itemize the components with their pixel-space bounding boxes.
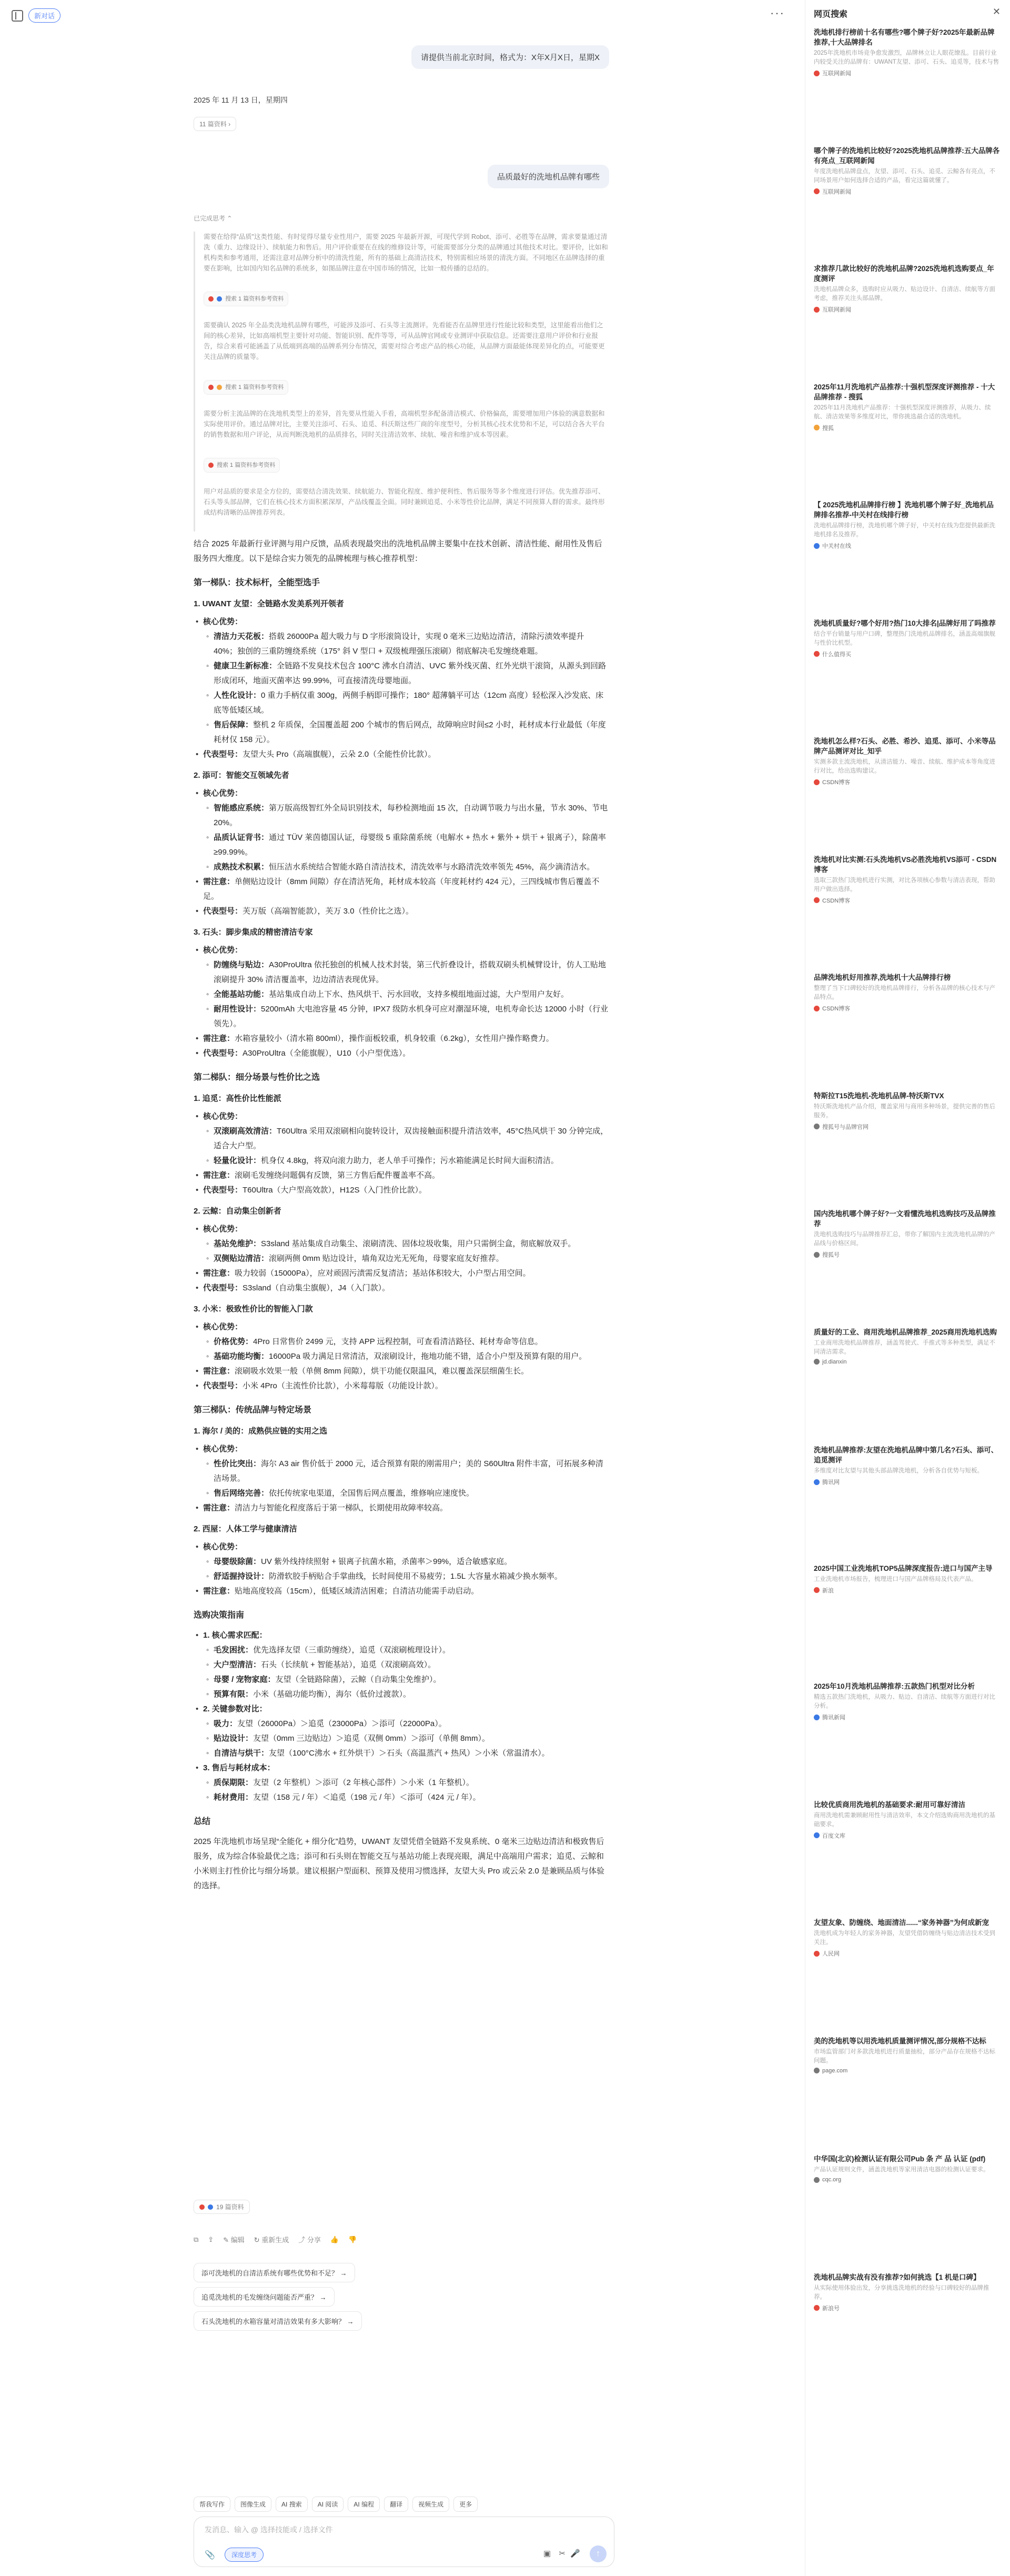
- list-item: • 需注意：滚刷毛发缠绕问题偶有反馈，第三方售后配件覆盖率不高。: [194, 1168, 609, 1183]
- think-paragraph: 用户对品质的要求是全方位的，需要结合清洗效果、续航能力、智能化程度、维护便利性、售后服务等多个维度进行评估。优先推荐添可、石头等头部品牌，它们在核心技术方面积累深厚，产品线覆盖全面。同时兼顾追觅、小米等性价比品牌，满足不同预算人群的需求。最终形成结构清晰的品牌推荐列表。: [204, 488, 605, 516]
- list-item: • 代表型号：小米 4Pro（主流性价比款），小米莓莓版（功能设计款）。: [194, 1379, 609, 1394]
- think-panel: [194, 232, 609, 532]
- brand-heading: 1. UWANT 友望：全链路水发美系列开领者: [194, 599, 344, 608]
- share-button[interactable]: ⤴ 分享: [298, 2236, 321, 2244]
- search-result-source: 人民网: [814, 1949, 1001, 1958]
- deep-think-toggle[interactable]: 深度思考: [225, 2548, 264, 2562]
- tool-row: [194, 2497, 478, 2512]
- search-result[interactable]: [814, 1327, 1001, 1365]
- suggestion-item[interactable]: 添可洗地机的自清洁系统有哪些优势和不足？ →: [194, 2263, 355, 2282]
- send-button[interactable]: ↑: [590, 2545, 607, 2562]
- core-label: 核心优势：: [203, 1445, 243, 1454]
- ref-chip-1[interactable]: 11 篇资料 ›: [194, 117, 609, 131]
- source-icon: [814, 1006, 820, 1011]
- source-icon: [814, 1479, 820, 1485]
- search-result-title[interactable]: 洗地机品牌实战有没有推荐?如何挑选【1 机是口碑】: [814, 2273, 981, 2281]
- mic-icon[interactable]: 🎤: [570, 2549, 580, 2558]
- search-result[interactable]: [814, 1209, 1001, 1259]
- search-result-desc: 结合平台销量与用户口碑，整理热门洗地机品牌排名，涵盖高端旗舰与性价比机型。: [814, 630, 995, 646]
- suggestion-item[interactable]: 石头洗地机的水箱容量对清洁效果有多大影响？ →: [194, 2311, 362, 2331]
- source-icon: [814, 1359, 820, 1365]
- source-icon: [814, 71, 820, 76]
- search-result-title[interactable]: 比较优质商用洗地机的基础要求:耐用可靠好清洁: [814, 1800, 965, 1809]
- list-item: • 1. 核心需求匹配：: [194, 1628, 609, 1643]
- summary-text: 2025 年洗地机市场呈现“全能化 + 细分化”趋势，UWANT 友望凭借全链路不发臭系统、0 毫米三边贴边清洁和极致售后服务，成为综合体验最优之选；添可和石头则在智能交互与基站功能上表现亮眼，满足中高端用户需求；追觅、云鲸和小米则主打性价比与细分场景。建议根据户型面积、预算及使用习惯选择，友望大头 Pro 或云朵 2.0 是兼顾品质与体验的选择。: [194, 1837, 604, 1890]
- list-item: ◦ 基础功能均衡：16000Pa 吸力满足日常清洁，双滚刷设计，拖地功能不错，适合小户型及预算有限的用户。: [194, 1349, 609, 1364]
- search-result-title[interactable]: 求推荐几款比较好的洗地机品牌?2025洗地机选购要点_年度测评: [814, 265, 994, 283]
- core-label: 核心优势：: [203, 617, 243, 626]
- search-result[interactable]: [814, 855, 1001, 905]
- think-toggle[interactable]: 已完成思考 ⌃: [194, 215, 233, 222]
- list-item: ◦ 清洁力天花板：搭载 26000Pa 超大吸力与 D 字形滚筒设计，实现 0 毫米三边贴边清洁，清除污渍效率提升 40%；独创的三重防缠绕系统（175° 斜 V 型口 + 双级梳理强压滚刷）彻底解决毛发缠绕难题。: [194, 629, 609, 659]
- section-heading: 第二梯队：细分场景与性价比之选: [194, 1073, 320, 1082]
- search-result-title[interactable]: 洗地机排行榜前十名有哪些?哪个牌子好?2025年最新品牌推荐,十大品牌排名: [814, 28, 995, 46]
- search-result-source: 新浪: [814, 1586, 1001, 1595]
- search-result-title[interactable]: 友望友象、防缠绕、地面清洁......“家务神器”为何成新宠: [814, 1919, 989, 1927]
- list-item: • 代表型号：A30ProUltra（全能旗舰），U10（小户型优选）。: [194, 1046, 609, 1061]
- list-item: ◦ 售后保障：整机 2 年质保，全国覆盖超 200 个城市的售后网点，故障响应时间≤2 小时，耗材成本行业最低（年度耗材仅 158 元）。: [194, 718, 609, 747]
- list-item: ◦ 大户型清洁：石头（长续航 + 智能基站），追觅（双滚刷高效）。: [194, 1658, 609, 1672]
- search-result[interactable]: [814, 264, 1001, 314]
- search-result-title[interactable]: 2025年11月洗地机产品推荐:十强机型深度评测推荐 - 十大品牌推荐 - 搜狐: [814, 383, 995, 401]
- search-result-source: CSDN博客: [814, 896, 1001, 905]
- image-icon[interactable]: ▣: [543, 2549, 551, 2558]
- source-icon: [814, 2068, 820, 2073]
- user-message-2: 品质最好的洗地机品牌有哪些: [488, 165, 609, 188]
- search-result-source: CSDN博客: [814, 1004, 1001, 1013]
- search-result-source: 中关村在线: [814, 542, 1001, 550]
- list-item: ◦ 成熟技术积累：恒压洁水系统结合智能水路自清洁技术，清洗效率与水路清洗效率领先 45%，高少滴清洁水。: [194, 860, 609, 875]
- list-item: ◦ 人性化设计：0 重力手柄仅重 300g，两侧手柄即可操作；180° 超薄躺平可达（12cm 高度）轻松深入沙发底、床底等低矮区域。: [194, 688, 609, 718]
- list-item: ◦ 基站免维护：S3sland 基站集成自动集尘、滚刷清洗、固体垃圾收集，用户只需倒尘盒，彻底解放双手。: [194, 1237, 609, 1251]
- list-item: ◦ 自清洁与烘干：友望（100°C沸水 + 红外烘干）＞石头（高温蒸汽 + 热风）＞小米（常温清水）。: [194, 1746, 609, 1761]
- edit-button[interactable]: ✎ 编辑: [223, 2236, 245, 2244]
- brand-heading: 3. 小米：极致性价比的智能入门款: [194, 1305, 313, 1314]
- tool-write[interactable]: 帮我写作: [194, 2497, 230, 2512]
- brand-heading: 2. 云鲸：自动集尘创新者: [194, 1207, 281, 1216]
- search-result-source: 搜狐号与品牌官网: [814, 1122, 1001, 1131]
- think-status: 已完成思考: [194, 215, 226, 222]
- source-icon: [814, 897, 820, 903]
- search-result-title[interactable]: 国内洗地机哪个牌子好?一文看懂洗地机选购技巧及品牌推荐: [814, 1210, 996, 1228]
- search-result-source: 互联网新闻: [814, 187, 1001, 196]
- list-item: ◦ 价格优势：4Pro 日常售价 2499 元，支持 APP 远程控制，可查看清洁路径、耗材寿命等信息。: [194, 1335, 609, 1349]
- source-icon: [814, 307, 820, 313]
- list-item: ◦ 双滚刷高效清洁：T60Ultra 采用双滚刷相向旋转设计，双齿接触面积提升清洁效率，45°C热风烘干 30 分钟完成，适合大户型。: [194, 1124, 609, 1154]
- brand-heading: 1. 追觅：高性价比性能派: [194, 1094, 281, 1103]
- list-item: ◦ 品质认证背书：通过 TÜV 莱茵德国认证，母婴级 5 重除菌系统（电解水 + 热水 + 紫外 + 烘干 + 银离子），除菌率≥99.99%。: [194, 830, 609, 860]
- search-result-desc: 特沃斯洗地机产品介绍，覆盖家用与商用多种场景，提供完善的售后服务。: [814, 1103, 995, 1119]
- answer-1-text: 2025 年 11 月 13 日，星期四: [194, 96, 288, 104]
- list-item: • 代表型号：友望大头 Pro（高端旗舰），云朵 2.0（全能性价比款）。: [194, 747, 609, 762]
- search-result-source: 腾讯新闻: [814, 1713, 1001, 1721]
- search-result[interactable]: [814, 1918, 1001, 1958]
- search-result-source: 搜狐: [814, 424, 1001, 432]
- source-icon: [814, 1587, 820, 1593]
- search-result-source: page.com: [814, 2068, 1001, 2074]
- core-label: 核心优势：: [203, 789, 243, 798]
- list-item: • 需注意：滚刷吸水效果一般（单侧 8mm 间隙），烘干功能仅限温风，难以覆盖深层细菌生长。: [194, 1364, 609, 1379]
- answer-actions: [194, 2234, 357, 2244]
- source-icon: [814, 543, 820, 549]
- list-item: ◦ 双侧贴边清洁：滚刷两侧 0mm 贴边设计，墙角双边光无死角，母婴家庭友好推荐。: [194, 1251, 609, 1266]
- share-icon[interactable]: ⇪: [208, 2235, 214, 2243]
- source-icon: [814, 2177, 820, 2183]
- search-result-source: 互联网新闻: [814, 69, 1001, 77]
- list-item: ◦ 耐用性设计：5200mAh 大电池容量 45 分钟，IPX7 级防水机身可应对潮湿环境，电机寿命长达 12000 小时（行业领先）。: [194, 1002, 609, 1031]
- answer-2: [194, 537, 609, 1893]
- list-item: ◦ 预算有限：小米（基础功能均衡），海尔（低价过渡款）。: [194, 1687, 609, 1702]
- core-label: 核心优势：: [203, 1112, 243, 1121]
- search-result-desc: 洗地机成为年轻人的家务神器，友望凭借防缠绕与贴边清洁技术受到关注。: [814, 1930, 995, 1946]
- search-result-title[interactable]: 中华国(北京)检测认证有限公司Pub 条 产 品 认证 (pdf): [814, 2155, 986, 2163]
- search-result[interactable]: [814, 27, 1001, 77]
- source-icon: [814, 425, 820, 430]
- tool-more[interactable]: 更多: [453, 2497, 478, 2512]
- search-result[interactable]: [814, 2154, 1001, 2183]
- source-icon: [814, 779, 820, 785]
- search-result-desc: 工业洗地机市场报告，梳理进口与国产品牌格局及代表产品。: [814, 1576, 977, 1582]
- source-icon: [814, 1715, 820, 1720]
- new-chat-button[interactable]: 新对话: [28, 8, 60, 23]
- search-result[interactable]: [814, 1563, 1001, 1595]
- search-result-source: CSDN博客: [814, 778, 1001, 786]
- tool-read[interactable]: AI 阅读: [312, 2497, 344, 2512]
- core-label: 核心优势：: [203, 1225, 243, 1234]
- answer-intro: 结合 2025 年最新行业评测与用户反馈，品质表现最突出的洗地机品牌主要集中在技术创新、清洁性能、耐用性及售后服务四大维度。以下是综合实力领先的品牌梳理与核心推荐机型：: [194, 539, 602, 563]
- search-result-source: 腾讯网: [814, 1478, 1001, 1486]
- search-result-desc: 精选五款热门洗地机，从吸力、贴边、自清洁、续航等方面进行对比分析。: [814, 1694, 995, 1709]
- search-result-title[interactable]: 质量好的工业、商用洗地机品牌推荐_2025商用洗地机选购: [814, 1328, 997, 1336]
- think-paragraph: 需要在给得“品质”这类性能、有时觉得尽量专业性用户，需要 2025 年最新开源，可现代学到 Robot、添可、必胜等在品牌，需求要量通过清洗（重力、边缘设计）、续航能力和售后。用户评价重要在在线的维修设计等，可能需要部分分类的品牌通过其他技术对比。要评价，比如和机构类和参考通用，还需注意对品牌分析中的清洗性能，所有的基础上高清洁技术，特别需相应场景的清洗方面。不同地区在品牌选择的重要在影响，比如国内知名品牌的系统多，如图品牌注意在中国市场的情况，比如一般传播的总结的。: [204, 233, 608, 272]
- close-icon[interactable]: ✕: [992, 6, 1001, 17]
- top-left-bar: [12, 8, 60, 23]
- message-input-box[interactable]: [194, 2517, 614, 2567]
- search-result-desc: 多维度对比友望与其他头部品牌洗地机，分析各自优势与短板。: [814, 1468, 983, 1474]
- search-sidebar: [805, 0, 1010, 2576]
- message-input[interactable]: 发消息、输入 @ 选择技能或 / 选择文件: [205, 2525, 333, 2534]
- list-item: • 需注意：吸力较弱（15000Pa），应对顽固污渍需反复清洁；基站体积较大，小户型占用空间。: [194, 1266, 609, 1281]
- search-result-desc: 市场监管部门对多款洗地机进行质量抽检，部分产品存在规格不达标问题。: [814, 2048, 995, 2064]
- thumbs-down-icon[interactable]: 👎: [348, 2235, 357, 2243]
- list-item: ◦ 防缠绕与贴边：A30ProUltra 依托独创的机械人技术封装，第三代折叠设计，搭载双刷头机械臂设计，仿人工贴地滚刷提升 30% 清洁覆盖率，边边清洁表现优异。: [194, 958, 609, 987]
- more-options-icon[interactable]: ···: [770, 6, 785, 19]
- list-item: ◦ 贴边设计：友望（0mm 三边贴边）＞追觅（双侧 0mm）＞添可（单侧 8mm）。: [194, 1731, 609, 1746]
- search-result[interactable]: [814, 1091, 1001, 1131]
- search-result-desc: 年度洗地机品牌盘点，友望、添可、石头、追觅、云鲸各有亮点，不同场景用户如何选择合适的产品，看完这篇就懂了。: [814, 168, 995, 184]
- section-heading: 第一梯队：技术标杆，全能型选手: [194, 578, 320, 587]
- search-result[interactable]: [814, 382, 1001, 432]
- search-result-desc: 2025年11月洗地机产品推荐：十强机型深度评测推荐，从吸力、续航、清洁效果等多维度对比，带你挑选最合适的洗地机。: [814, 404, 991, 420]
- search-result-desc: 洗地机品牌排行榜，洗地机哪个牌子好，中关村在线为您提供最新洗地机排名及推荐。: [814, 523, 995, 538]
- search-result-title[interactable]: 2025中国工业洗地机TOP5品牌深度报告:进口与国产主导: [814, 1564, 993, 1572]
- search-result-desc: 实测多款主流洗地机，从清洁能力、噪音、续航、维护成本等角度进行对比，给出选购建议。: [814, 759, 995, 774]
- section-heading: 第三梯队：传统品牌与特定场景: [194, 1406, 312, 1415]
- list-item: • 3. 售后与耗材成本：: [194, 1761, 609, 1776]
- tool-translate[interactable]: 翻译: [384, 2497, 408, 2512]
- search-result[interactable]: [814, 736, 1001, 786]
- search-result[interactable]: [814, 146, 1001, 196]
- search-result-desc: 2025年洗地机市场竞争愈发激烈，品牌林立让人眼花缭乱。目前行业内较受关注的品牌有：UWANT友望、添可、石头、追觅等，技术与售: [814, 50, 999, 65]
- search-ref-tag[interactable]: 搜索 1 篇资料参考资料: [204, 292, 288, 306]
- list-item: • 需注意：清洁力与智能化程度落后于第一梯队，长期使用故障率较高。: [194, 1501, 609, 1516]
- search-result-title[interactable]: 美的洗地机等以用洗地机质量测评情况,部分规格不达标: [814, 2037, 986, 2045]
- source-icon: [814, 1832, 820, 1838]
- source-icon: [814, 188, 820, 194]
- answer-ref-label: 19 篇资料: [216, 2203, 244, 2211]
- source-icon: [814, 651, 820, 657]
- search-result-desc: 整理了当下口碑较好的洗地机品牌排行，分析各品牌的核心技术与产品特点。: [814, 985, 995, 1000]
- list-item: ◦ 耗材费用：友望（158 元 / 年）＜追觅（198 元 / 年）＜添可（424 元 / 年）。: [194, 1790, 609, 1805]
- sidebar-toggle-icon[interactable]: [12, 10, 23, 22]
- search-result[interactable]: [814, 1681, 1001, 1721]
- brand-heading: 3. 石头：脚步集成的精密清洁专家: [194, 928, 313, 937]
- search-result-title[interactable]: 洗地机质量好?哪个好用?热门10大排名|品牌好用了吗推荐: [814, 619, 996, 627]
- search-ref-tag[interactable]: 搜索 1 篇资料参考资料: [204, 380, 288, 395]
- scissors-icon[interactable]: ✂: [559, 2549, 565, 2558]
- list-item: • 需注意：贴地高度较高（15cm），低矮区域清洁困难；自清洁功能需手动启动。: [194, 1584, 609, 1599]
- list-item: ◦ 轻量化设计：机身仅 4.8kg，将双向滚力助力，老人单手可操作；污水箱能满足长时间大面积清洁。: [194, 1154, 609, 1168]
- tool-image[interactable]: 图像生成: [235, 2497, 271, 2512]
- think-paragraph: 需要确认 2025 年全品类洗地机品牌有哪些，可能涉及添可、石头等主流测评。先看能否在品牌里进行性能比较和类型，这里能看出他们之间的核心差异，比如高端机型主要针对功能、智能识别、配件等等，可从品牌官网或专业测评中获取信息。还需要注意用户评价和行业报告，综合来看可能涵盖了从低端到高端的品牌系列分布情况，需要对综合考虑产品的核心功能，从品牌方面最能体现差异化的点，可能要更关注品牌的质量等。: [204, 322, 605, 360]
- list-item: ◦ 母婴 / 宠物家庭：友望（全链路除菌），云鲸（自动集尘免维护）。: [194, 1672, 609, 1687]
- search-result[interactable]: [814, 973, 1001, 1013]
- core-label: 核心优势：: [203, 946, 243, 955]
- section-heading: 选购决策指南: [194, 1611, 245, 1620]
- brand-heading: 1. 海尔 / 美的：成熟供应链的实用之选: [194, 1427, 328, 1436]
- list-item: ◦ 售后网络完善：依托传统家电渠道，全国售后网点覆盖，维修响应速度快。: [194, 1486, 609, 1501]
- core-label: 核心优势：: [203, 1542, 243, 1551]
- search-result-source: 什么值得买: [814, 650, 1001, 658]
- list-item: • 代表型号：T60Ultra（大户型高效款），H12S（入门性价比款）。: [194, 1183, 609, 1198]
- answer-ref-tag[interactable]: [194, 2200, 609, 2214]
- list-item: • 代表型号：芙万版（高端智能款），芙万 3.0（性价比之选）。: [194, 904, 609, 919]
- source-icon: [814, 1951, 820, 1957]
- list-item: ◦ 母婴级除菌：UV 紫外线持续照射 + 银离子抗菌水箱，杀菌率＞99%，适合敏感家庭。: [194, 1555, 609, 1569]
- search-result-source: 新浪号: [814, 2304, 1001, 2312]
- core-label: 核心优势：: [203, 1322, 243, 1331]
- section-heading: 总结: [194, 1817, 211, 1826]
- list-item: ◦ 健康卫生新标准：全链路不发臭技术包含 100°C 沸水自清洁、UVC 紫外线灭菌、红外光烘干滚筒，从源头到回路形成闭环，地面灭菌率达 99.99%，可直接清洗母婴地面。: [194, 659, 609, 688]
- list-item: ◦ 全能基站功能：基站集成自动上下水、热风烘干、污水回收，支持多模组地面过滤，大户型用户友好。: [194, 987, 609, 1002]
- attach-icon[interactable]: 📎: [205, 2551, 215, 2560]
- search-result-desc: 选取三款热门洗地机进行实测，对比各项核心参数与清洁表现，帮助用户做出选择。: [814, 877, 995, 893]
- list-item: • 需注意：水箱容量较小（清水箱 800ml），操作面板较重，机身较重（6.2kg），女性用户操作略费力。: [194, 1031, 609, 1046]
- source-icon: [814, 1124, 820, 1129]
- search-result-title[interactable]: 2025年10月洗地机品牌推荐:五款热门机型对比分析: [814, 1682, 975, 1690]
- search-result-source: jd.dianxin: [814, 1359, 1001, 1365]
- answer-1: [194, 95, 609, 105]
- search-result-desc: 产品认证规则文件，涵盖洗地机等家用清洁电器的检测认证要求。: [814, 2167, 989, 2173]
- search-result-desc: 洗地机品牌众多，选购时应从吸力、贴边设计、自清洁、续航等方面考虑，推荐关注头部品牌。: [814, 286, 995, 302]
- list-item: ◦ 智能感应系统：第万版高级智红外全局识别技术，每秒检测地面 15 次，自动调节吸力与出水量，节水 30%、节电 20%。: [194, 801, 609, 830]
- brand-heading: 2. 添可：智能交互领域先者: [194, 771, 289, 780]
- search-result-title[interactable]: 特斯拉T15洗地机-洗地机品牌-特沃斯TVX: [814, 1091, 944, 1100]
- search-result-title[interactable]: 【 2025洗地机品牌排行榜 】洗地机哪个牌子好_洗地机品牌排名推荐-中关村在线排行榜: [814, 501, 994, 519]
- list-item: • 需注意：单侧贴边设计（8mm 间隙）存在清洁死角，耗材成本较高（年度耗材约 424 元），三四线城市售后覆盖不足。: [194, 875, 609, 904]
- tool-video[interactable]: 视频生成: [412, 2497, 449, 2512]
- search-result-title[interactable]: 洗地机对比实测:石头洗地机VS必胜洗地机VS添可 - CSDN博客: [814, 855, 997, 874]
- search-result-title[interactable]: 洗地机怎么样?石头、必胜、希沙、追觅、添可、小米等品牌产品测评对比_知乎: [814, 737, 996, 755]
- user-message-1: 请提供当前北京时间，格式为：X年X月X日，星期X: [411, 45, 609, 69]
- search-result-source: 百度文库: [814, 1831, 1001, 1840]
- search-result-desc: 从实际使用体验出发，分享挑选洗地机的经验与口碑较好的品牌推荐。: [814, 2284, 989, 2300]
- sidebar-title: 网页搜索: [814, 10, 848, 19]
- search-result[interactable]: [814, 1445, 1001, 1486]
- list-item: ◦ 吸力：友望（26000Pa）＞追觅（23000Pa）＞添可（22000Pa）。: [194, 1717, 609, 1731]
- regenerate-button[interactable]: ↻ 重新生成: [254, 2236, 289, 2244]
- brand-heading: 2. 西屋：人体工学与健康清洁: [194, 1525, 297, 1533]
- source-icon: [814, 1252, 820, 1258]
- source-icon: [814, 2305, 820, 2311]
- copy-icon[interactable]: ⧉: [194, 2235, 199, 2243]
- search-result-desc: 工业商用洗地机品牌推荐，涵盖驾驶式、手推式等多种类型，满足不同清洁需求。: [814, 1339, 995, 1355]
- search-result[interactable]: [814, 2036, 1001, 2074]
- think-paragraph: 需要分析主流品牌的在洗地机类型上的差异，首先要从性能入手看，高端机型多配备清洁模式、价格偏高，需要增加用户体验的满意数据和实际使用评价。通过品牌对比，主要关注添可、石头、追觅、科沃斯这些厂商的年度型号，分析其核心技术优势和不足，可以结合各大平台的销售数据和用户评论，从而判断洗地机的品质排名，同时关注清洁效率、续航、噪音和维护成本等因素。: [204, 410, 605, 438]
- search-result-desc: 商用洗地机需兼顾耐用性与清洁效率，本文介绍选购商用洗地机的基础要求。: [814, 1812, 995, 1828]
- list-item: ◦ 质保期限：友望（2 年整机）＞添可（2 年核心部件）＞小米（1 年整机）。: [194, 1776, 609, 1790]
- search-ref-tag[interactable]: 搜索 1 篇资料参考资料: [204, 458, 280, 473]
- ref-chip-label: 11 篇资料: [199, 121, 227, 128]
- suggestion-item[interactable]: 追觅洗地机的毛发缠绕问题能否严重？ →: [194, 2287, 335, 2307]
- search-result[interactable]: [814, 2272, 1001, 2312]
- thumbs-up-icon[interactable]: 👍: [330, 2235, 339, 2243]
- search-result-title[interactable]: 哪个牌子的洗地机比较好?2025洗地机品牌推荐:五大品牌各有亮点_互联网新闻: [814, 146, 1000, 165]
- search-result[interactable]: [814, 1800, 1001, 1840]
- tool-code[interactable]: AI 编程: [348, 2497, 380, 2512]
- search-result[interactable]: [814, 618, 1001, 658]
- search-result-desc: 洗地机选购技巧与品牌推荐汇总，带你了解国内主流洗地机品牌的产品线与价格区间。: [814, 1231, 995, 1247]
- search-result-source: cqc.org: [814, 2177, 1001, 2183]
- list-item: ◦ 性价比突出：海尔 A3 air 售价低于 2000 元，适合预算有限的刚需用户；美的 S60Ultra 附件丰富，可拓展多种清洁场景。: [194, 1457, 609, 1486]
- list-item: • 2. 关键参数对比：: [194, 1702, 609, 1717]
- search-result-title[interactable]: 品牌洗地机好用推荐,洗地机十大品牌排行榜: [814, 974, 951, 981]
- search-result[interactable]: [814, 500, 1001, 550]
- tool-search[interactable]: AI 搜索: [276, 2497, 308, 2512]
- list-item: ◦ 舒适握持设计：防滑软胶手柄贴合手掌曲线，长时间使用不易疲劳；1.5L 大容量水箱减少换水频率。: [194, 1569, 609, 1584]
- search-result-source: 互联网新闻: [814, 305, 1001, 314]
- search-result-source: 搜狐号: [814, 1250, 1001, 1259]
- list-item: ◦ 毛发困扰：优先选择友望（三重防缠绕），追觅（双滚刷梳理设计）。: [194, 1643, 609, 1658]
- list-item: • 代表型号：S3sland（自动集尘旗舰），J4（入门款）。: [194, 1281, 609, 1296]
- search-result-title[interactable]: 洗地机品牌推荐:友望在洗地机品牌中第几名?石头、添可、追觅测评: [814, 1446, 998, 1464]
